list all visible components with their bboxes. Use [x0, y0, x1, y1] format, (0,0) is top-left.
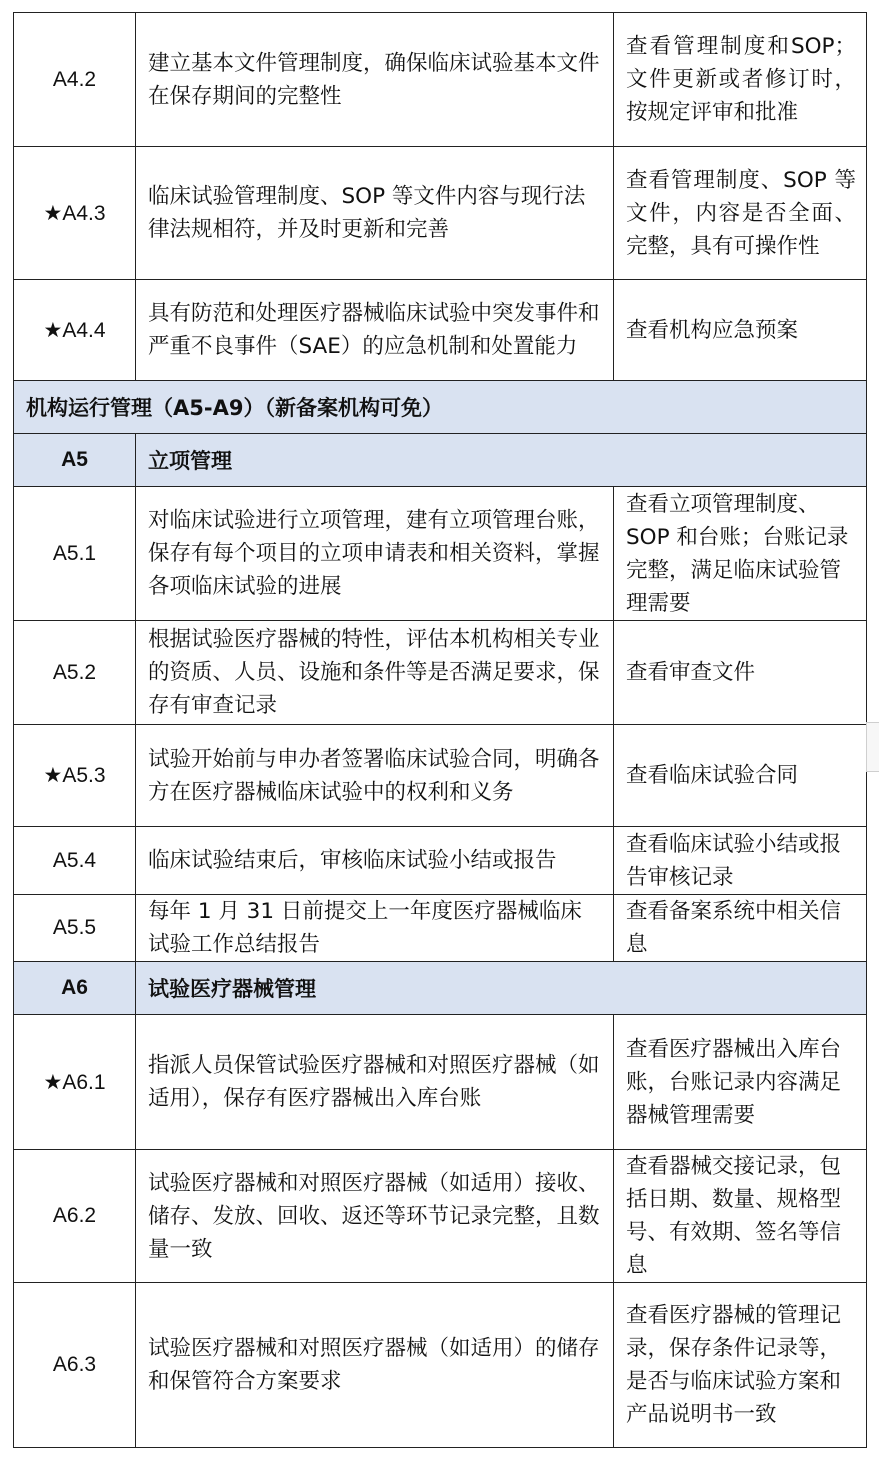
section-title: 机构运行管理（A5-A9）（新备案机构可免） — [14, 381, 867, 434]
check-method-cell: 查看临床试验合同 — [614, 725, 867, 827]
item-code: A6.2 — [14, 1150, 136, 1283]
check-method-cell: 查看医疗器械出入库台账，台账记录内容满足器械管理需要 — [614, 1015, 867, 1150]
requirement-cell: 对临床试验进行立项管理，建有立项管理台账，保存有每个项目的立项申请表和相关资料，掌握各项临床试验的进展 — [136, 487, 614, 621]
check-method-cell: 查看备案系统中相关信息 — [614, 895, 867, 962]
requirement-cell: 试验医疗器械和对照医疗器械（如适用）接收、储存、发放、回收、返还等环节记录完整，且数量一致 — [136, 1150, 614, 1283]
check-method-cell: 查看管理制度、SOP 等文件，内容是否全面、完整，具有可操作性 — [614, 147, 867, 280]
requirement-cell: 临床试验结束后，审核临床试验小结或报告 — [136, 827, 614, 895]
requirement-cell: 建立基本文件管理制度，确保临床试验基本文件在保存期间的完整性 — [136, 13, 614, 147]
item-code: A5.2 — [14, 621, 136, 725]
table-row — [14, 13, 867, 147]
table-row — [14, 1150, 867, 1283]
table-row — [14, 827, 867, 895]
key-item-star-icon: ★ — [43, 200, 63, 225]
table-row — [14, 147, 867, 280]
subsection-code: A6 — [14, 962, 136, 1015]
item-code: A5.1 — [14, 487, 136, 621]
item-code: A6.3 — [14, 1283, 136, 1448]
check-method-cell: 查看医疗器械的管理记录，保存条件记录等，是否与临床试验方案和产品说明书一致 — [614, 1283, 867, 1448]
inspection-criteria-table — [13, 12, 867, 1448]
subsection-title: 试验医疗器械管理 — [136, 962, 867, 1015]
table-row — [14, 725, 867, 827]
check-method-cell: 查看审查文件 — [614, 621, 867, 725]
table-row — [14, 487, 867, 621]
check-method-cell: 查看器械交接记录，包括日期、数量、规格型号、有效期、签名等信息 — [614, 1150, 867, 1283]
table-row — [14, 1015, 867, 1150]
subsection-title: 立项管理 — [136, 434, 867, 487]
item-code: A5.4 — [14, 827, 136, 895]
requirement-cell: 具有防范和处理医疗器械临床试验中突发事件和严重不良事件（SAE）的应急机制和处置能力 — [136, 280, 614, 381]
check-method-cell: 查看立项管理制度、SOP 和台账；台账记录完整，满足临床试验管理需要 — [614, 487, 867, 621]
check-method-cell: 查看临床试验小结或报告审核记录 — [614, 827, 867, 895]
key-item-star-icon: ★ — [43, 317, 63, 342]
requirement-cell: 根据试验医疗器械的特性，评估本机构相关专业的资质、人员、设施和条件等是否满足要求，保存有审查记录 — [136, 621, 614, 725]
key-item-star-icon: ★ — [43, 763, 63, 787]
requirement-cell: 指派人员保管试验医疗器械和对照医疗器械（如适用），保存有医疗器械出入库台账 — [136, 1015, 614, 1150]
page-edge-tab — [866, 722, 879, 772]
item-code: ★A6.1 — [14, 1015, 136, 1150]
subsection-code: A5 — [14, 434, 136, 487]
item-code: A5.5 — [14, 895, 136, 962]
subsection-header-row — [14, 434, 867, 487]
requirement-cell: 每年 1 月 31 日前提交上一年度医疗器械临床试验工作总结报告 — [136, 895, 614, 962]
table-row — [14, 895, 867, 962]
section-header-row — [14, 381, 867, 434]
requirement-cell: 临床试验管理制度、SOP 等文件内容与现行法律法规相符，并及时更新和完善 — [136, 147, 614, 280]
key-item-star-icon: ★ — [43, 1069, 63, 1094]
subsection-header-row — [14, 962, 867, 1015]
requirement-cell: 试验开始前与申办者签署临床试验合同，明确各方在医疗器械临床试验中的权利和义务 — [136, 725, 614, 827]
table-row — [14, 280, 867, 381]
check-method-cell: 查看管理制度和SOP；文件更新或者修订时，按规定评审和批准 — [614, 13, 867, 147]
item-code: ★A4.4 — [14, 280, 136, 381]
item-code: A4.2 — [14, 13, 136, 147]
table-row — [14, 621, 867, 725]
requirement-cell: 试验医疗器械和对照医疗器械（如适用）的储存和保管符合方案要求 — [136, 1283, 614, 1448]
table-row — [14, 1283, 867, 1448]
check-method-cell: 查看机构应急预案 — [614, 280, 867, 381]
item-code: ★A5.3 — [14, 725, 136, 827]
item-code: ★A4.3 — [14, 147, 136, 280]
